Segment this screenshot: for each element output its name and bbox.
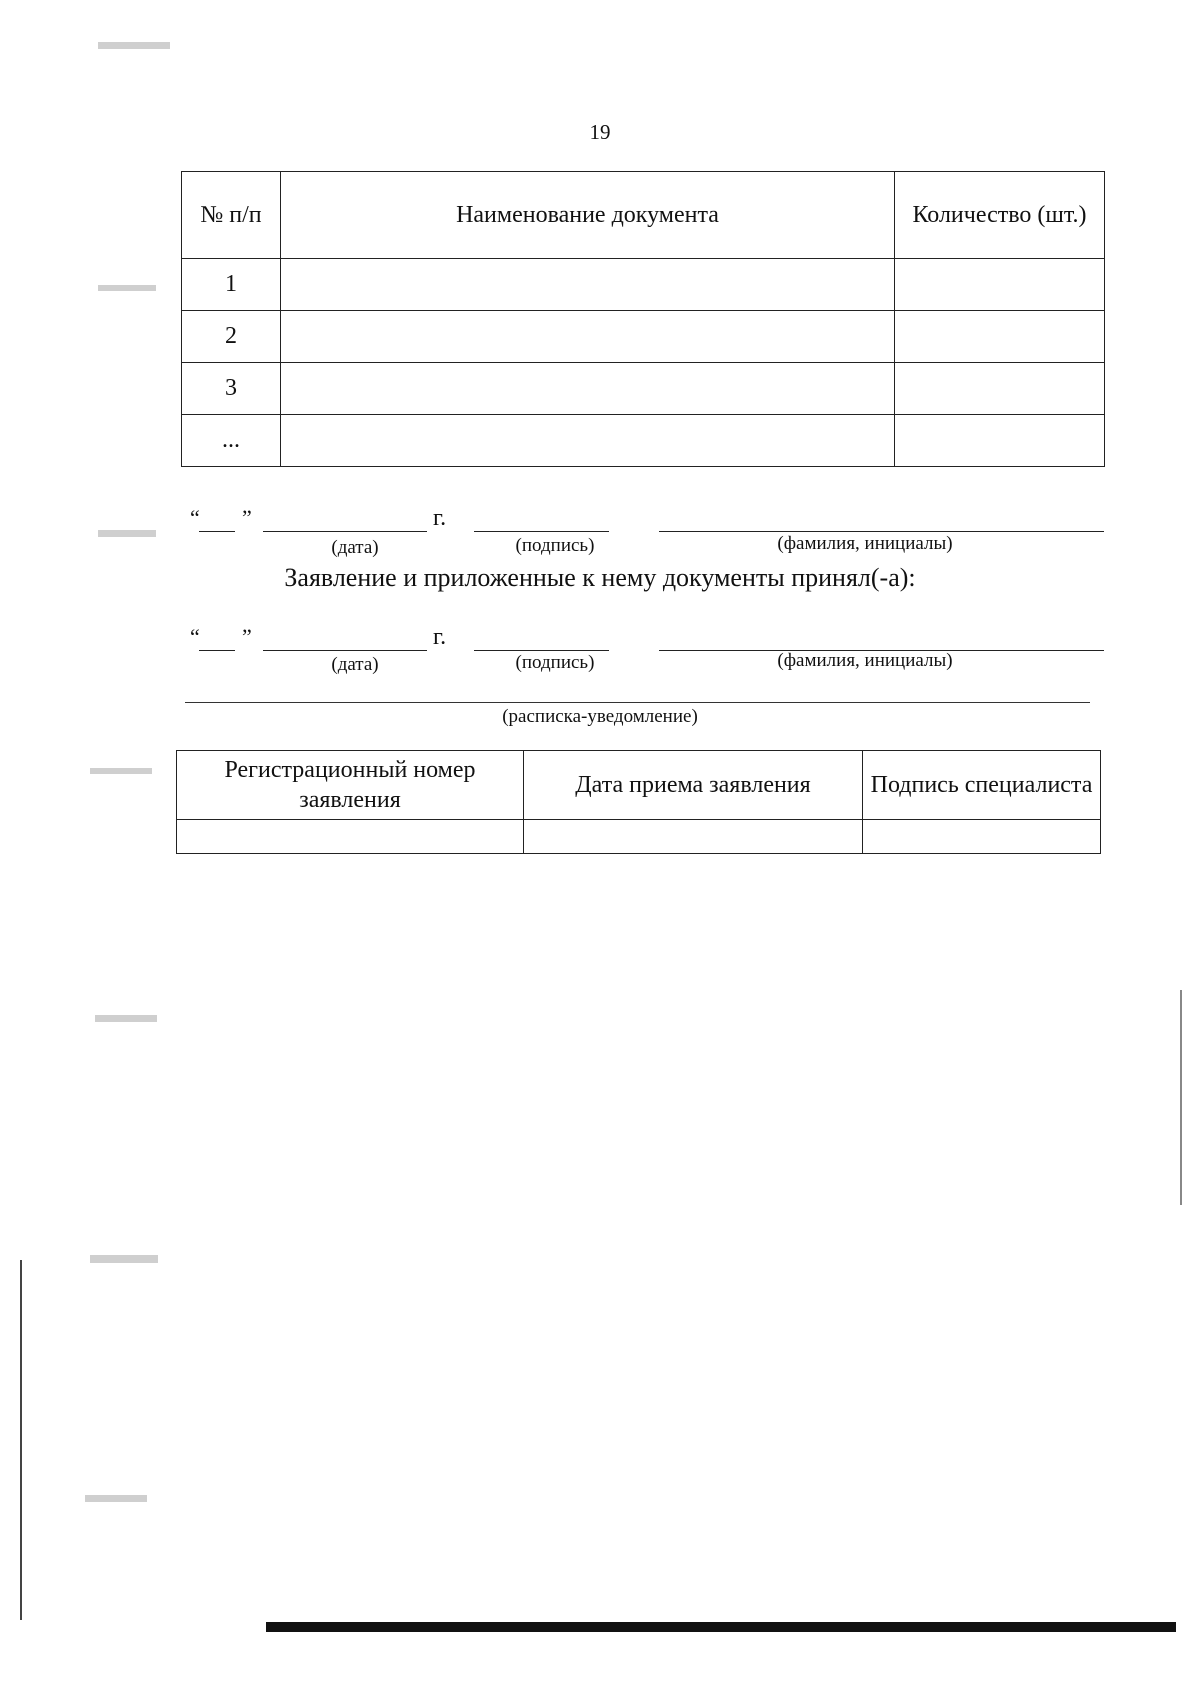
date-caption: (дата) bbox=[331, 537, 379, 558]
header-document-name: Наименование документа bbox=[281, 172, 895, 259]
scan-artifact bbox=[90, 768, 152, 774]
receipt-line bbox=[185, 702, 1090, 703]
year-mark: г. bbox=[433, 505, 447, 531]
date-blank[interactable] bbox=[263, 531, 427, 532]
day-blank[interactable] bbox=[199, 650, 235, 651]
day-blank[interactable] bbox=[199, 531, 235, 532]
date-caption: (дата) bbox=[331, 654, 379, 675]
document-name-cell[interactable] bbox=[281, 415, 895, 467]
table-row bbox=[182, 259, 1105, 311]
row-number: 1 bbox=[182, 259, 281, 311]
scan-bottom-bar bbox=[266, 1622, 1176, 1632]
quantity-cell[interactable] bbox=[895, 415, 1105, 467]
header-specialist-signature: Подпись специалиста bbox=[863, 751, 1101, 820]
table-header-row bbox=[177, 751, 1101, 820]
document-name-cell[interactable] bbox=[281, 363, 895, 415]
table-row bbox=[177, 820, 1101, 854]
signature-blank[interactable] bbox=[474, 650, 609, 651]
header-quantity: Количество (шт.) bbox=[895, 172, 1105, 259]
quote-close: ” bbox=[242, 505, 252, 530]
date-blank[interactable] bbox=[263, 650, 427, 651]
quantity-cell[interactable] bbox=[895, 259, 1105, 311]
name-blank[interactable] bbox=[659, 531, 1104, 532]
acceptance-date-cell[interactable] bbox=[524, 820, 863, 854]
quantity-cell[interactable] bbox=[895, 363, 1105, 415]
header-acceptance-date: Дата приема заявления bbox=[524, 751, 863, 820]
scan-artifact bbox=[90, 1255, 158, 1263]
quantity-cell[interactable] bbox=[895, 311, 1105, 363]
quote-close: ” bbox=[242, 624, 252, 649]
documents-table bbox=[181, 171, 1105, 467]
table-header-row bbox=[182, 172, 1105, 259]
registration-table bbox=[176, 750, 1101, 854]
scan-artifact bbox=[85, 1495, 147, 1502]
scan-artifact bbox=[98, 285, 156, 291]
quote-open: “ bbox=[190, 624, 200, 649]
signature-blank[interactable] bbox=[474, 531, 609, 532]
page-number: 19 bbox=[589, 120, 611, 144]
scan-artifact bbox=[95, 1015, 157, 1022]
row-number: ... bbox=[182, 415, 281, 467]
applicant-signature-row bbox=[181, 505, 1105, 535]
name-caption: (фамилия, инициалы) bbox=[777, 533, 953, 554]
quote-open: “ bbox=[190, 505, 200, 530]
row-number: 2 bbox=[182, 311, 281, 363]
signature-caption: (подпись) bbox=[515, 535, 595, 556]
signature-caption: (подпись) bbox=[515, 652, 595, 673]
table-row bbox=[182, 363, 1105, 415]
scan-edge-line bbox=[20, 1260, 22, 1620]
scan-artifact bbox=[98, 42, 170, 49]
table-row bbox=[182, 311, 1105, 363]
header-registration-number: Регистрационный номер заявления bbox=[177, 751, 524, 820]
document-name-cell[interactable] bbox=[281, 311, 895, 363]
row-number: 3 bbox=[182, 363, 281, 415]
scan-artifact bbox=[98, 530, 156, 537]
year-mark: г. bbox=[433, 624, 447, 650]
registration-number-cell[interactable] bbox=[177, 820, 524, 854]
document-name-cell[interactable] bbox=[281, 259, 895, 311]
scan-edge-line bbox=[1180, 990, 1182, 1205]
table-row bbox=[182, 415, 1105, 467]
header-number: № п/п bbox=[182, 172, 281, 259]
specialist-signature-cell[interactable] bbox=[863, 820, 1101, 854]
name-caption: (фамилия, инициалы) bbox=[777, 650, 953, 671]
receipt-caption: (расписка-уведомление) bbox=[502, 706, 698, 727]
accepted-statement: Заявление и приложенные к нему документы принял(-а): bbox=[284, 563, 916, 592]
